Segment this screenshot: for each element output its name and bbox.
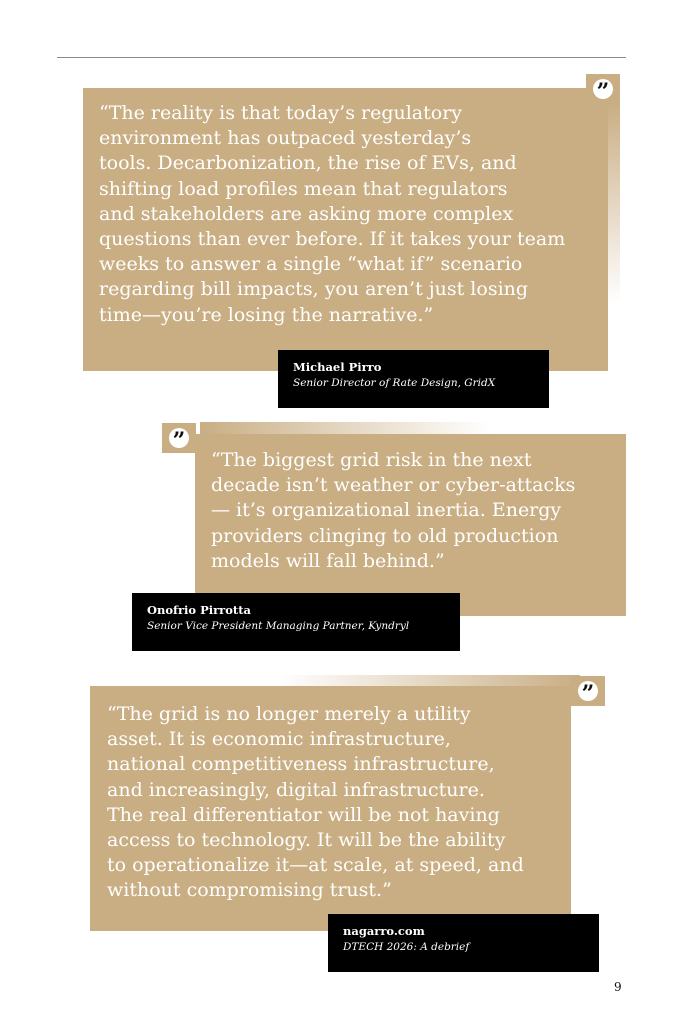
attribution-3 [328,914,599,972]
quote-mark-tab-3 [571,676,605,706]
closing-quote-icon: ” [578,681,598,701]
quote-card-1-fade [608,104,620,304]
attribution-name-2: Onofrio Pirrotta [147,603,251,617]
attribution-role-1: Senior Director of Rate Design, GridX [293,377,496,389]
quote-card-2-fade [200,422,490,434]
quote-mark-tab-1 [586,74,620,104]
quote-text-1: “The reality is that today’s regulatory environment has outpaced yesterday’s tools. Decarbonization, the rise of EVs, and shifting load profiles mean that regulators and stakeholders are asking more complex questions than ever before. If it takes your team weeks to answer a single “what if” scenario regarding bill impacts, you aren’t just losing time—you’re losing the narrative.” [99,102,566,326]
quote-mark-tab-2 [162,423,196,453]
attribution-role-3: DTECH 2026: A debrief [343,941,470,953]
quote-text-2: “The biggest grid risk in the next decade isn’t weather or cyber-attacks — it’s organizational inertia. Energy providers clinging to old production models will fall behind.” [211,449,576,572]
attribution-2 [132,593,460,651]
top-rule [57,57,626,58]
closing-quote-icon: ” [593,79,613,99]
attribution-1 [278,350,549,408]
quote-text-3: “The grid is no longer merely a utility asset. It is economic infrastructure, national competitiveness infrastructure, and increasingly, digital infrastructure. The real differentiator will be not having access to technology. It will be the ability to operationalize it—at scale, at speed, and without compromising trust.” [107,703,524,902]
page-number: 9 [614,980,622,994]
attribution-name-1: Michael Pirro [293,360,382,374]
attribution-name-3: nagarro.com [343,924,425,938]
closing-quote-icon: ” [169,428,189,448]
attribution-role-2: Senior Vice President Managing Partner, Kyndryl [147,620,410,632]
